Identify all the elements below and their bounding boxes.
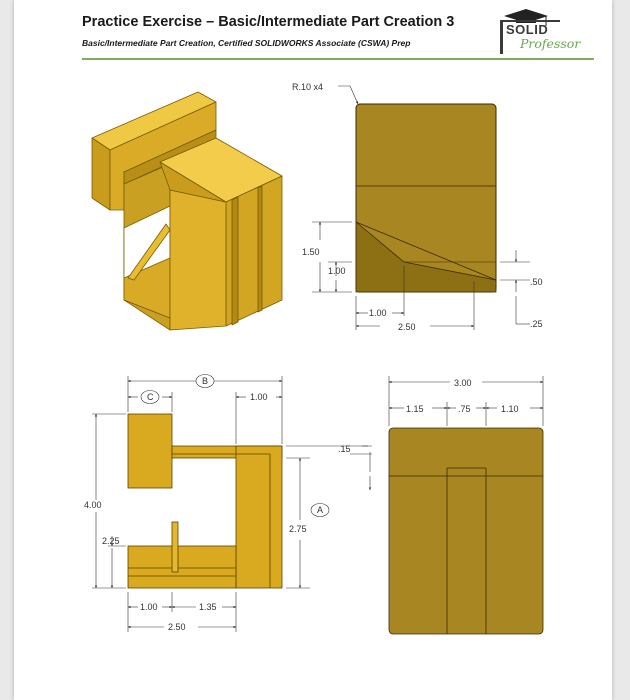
dim-top-115: 1.15	[406, 404, 424, 414]
radius-note-label: R.10 x4	[292, 82, 324, 92]
dim-front-top-100: 1.00	[250, 392, 268, 402]
dim-side-bottom-250: 2.50	[398, 322, 416, 332]
dim-front-bottom-135: 1.35	[199, 602, 217, 612]
callout-a-label: A	[317, 505, 324, 515]
dim-front-225: 2.25	[102, 536, 120, 546]
dim-side-150: 1.50	[302, 247, 320, 257]
dim-front-bottom-250: 2.50	[168, 622, 186, 632]
dim-side-bottom-100: 1.00	[369, 308, 387, 318]
dim-side-025: .25	[530, 319, 543, 329]
isometric-view	[92, 92, 282, 330]
callout-c-label: C	[147, 392, 154, 402]
dim-side-050: .50	[530, 277, 543, 287]
logo-text-solid: SOLID	[506, 22, 549, 37]
dim-front-400: 4.00	[84, 500, 102, 510]
front-view	[128, 414, 282, 588]
dim-front-bottom-100: 1.00	[140, 602, 158, 612]
dim-top-075: .75	[458, 404, 471, 414]
logo-text-professor: Professor	[520, 36, 581, 51]
dim-front-275: 2.75	[289, 524, 307, 534]
callout-b-label: B	[202, 376, 209, 386]
dim-front-015: .15	[338, 444, 351, 454]
page-subtitle: Basic/Intermediate Part Creation, Certified SOLIDWORKS Associate (CSWA) Prep	[82, 38, 411, 48]
dim-top-110: 1.10	[501, 404, 519, 414]
side-view	[356, 104, 496, 292]
dim-side-100: 1.00	[328, 266, 346, 276]
dim-top-300: 3.00	[454, 378, 472, 388]
page-title: Practice Exercise – Basic/Intermediate Part Creation 3	[82, 14, 455, 30]
top-view	[389, 428, 543, 634]
